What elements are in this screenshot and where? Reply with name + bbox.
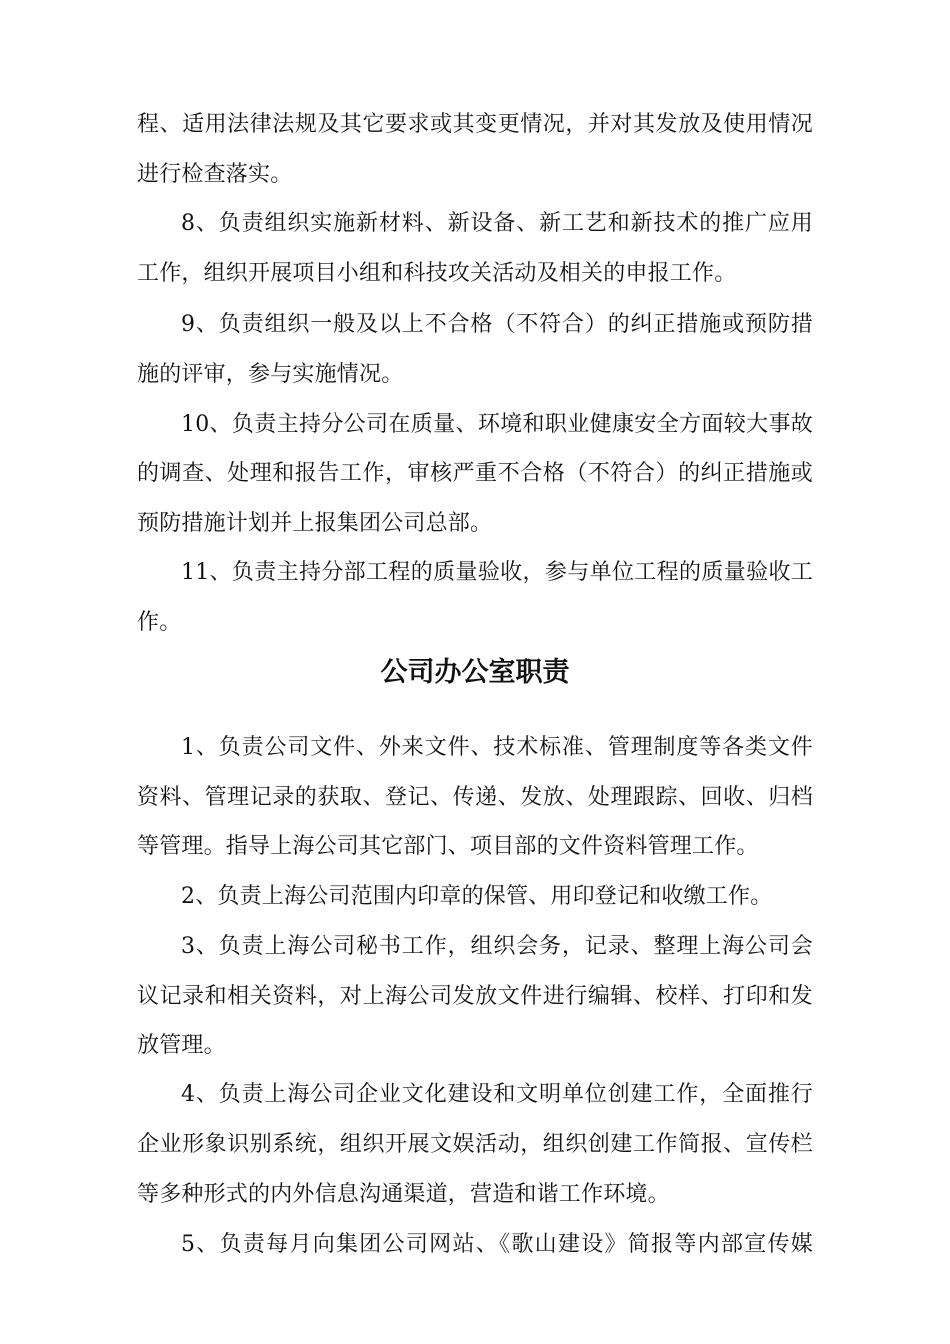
text-line: 资料、管理记录的获取、登记、传递、发放、处理跟踪、回收、归档	[137, 785, 813, 810]
text-line: 5、负责每月向集团公司网站、《歌山建设》简报等内部宣传媒	[181, 1232, 813, 1257]
text-line: 进行检查落实。	[137, 162, 293, 187]
text-line: 施的评审，参与实施情况。	[137, 362, 404, 387]
text-line: 预防措施计划并上报集团公司总部。	[137, 511, 493, 536]
text-line: 的调查、处理和报告工作，审核严重不合格（不符合）的纠正措施或	[137, 461, 813, 486]
text-line: 工作，组织开展项目小组和科技攻关活动及相关的申报工作。	[137, 261, 737, 286]
text-line: 3、负责上海公司秘书工作，组织会务，记录、整理上海公司会	[181, 934, 813, 959]
text-line: 议记录和相关资料，对上海公司发放文件进行编辑、校样、打印和发	[137, 984, 813, 1009]
text-line: 10、负责主持分公司在质量、环境和职业健康安全方面较大事故	[181, 412, 813, 437]
text-line: 4、负责上海公司企业文化建设和文明单位创建工作，全面推行	[181, 1082, 813, 1107]
text-line: 放管理。	[137, 1033, 226, 1058]
text-line: 2、负责上海公司范围内印章的保管、用印登记和收缴工作。	[181, 884, 773, 909]
text-line: 程、适用法律法规及其它要求或其变更情况，并对其发放及使用情况	[137, 112, 813, 137]
text-line: 9、负责组织一般及以上不合格（不符合）的纠正措施或预防措	[181, 312, 813, 337]
text-line: 1、负责公司文件、外来文件、技术标准、管理制度等各类文件	[181, 735, 813, 760]
text-line: 等多种形式的内外信息沟通渠道，营造和谐工作环境。	[137, 1182, 670, 1207]
section-title: 公司办公室职责	[380, 657, 570, 688]
text-line: 作。	[137, 610, 182, 635]
text-line: 11、负责主持分部工程的质量验收，参与单位工程的质量验收工	[181, 560, 813, 585]
text-line: 等管理。指导上海公司其它部门、项目部的文件资料管理工作。	[137, 834, 759, 859]
text-line: 8、负责组织实施新材料、新设备、新工艺和新技术的推广应用	[181, 211, 813, 236]
text-line: 企业形象识别系统，组织开展文娱活动，组织创建工作简报、宣传栏	[137, 1132, 813, 1157]
